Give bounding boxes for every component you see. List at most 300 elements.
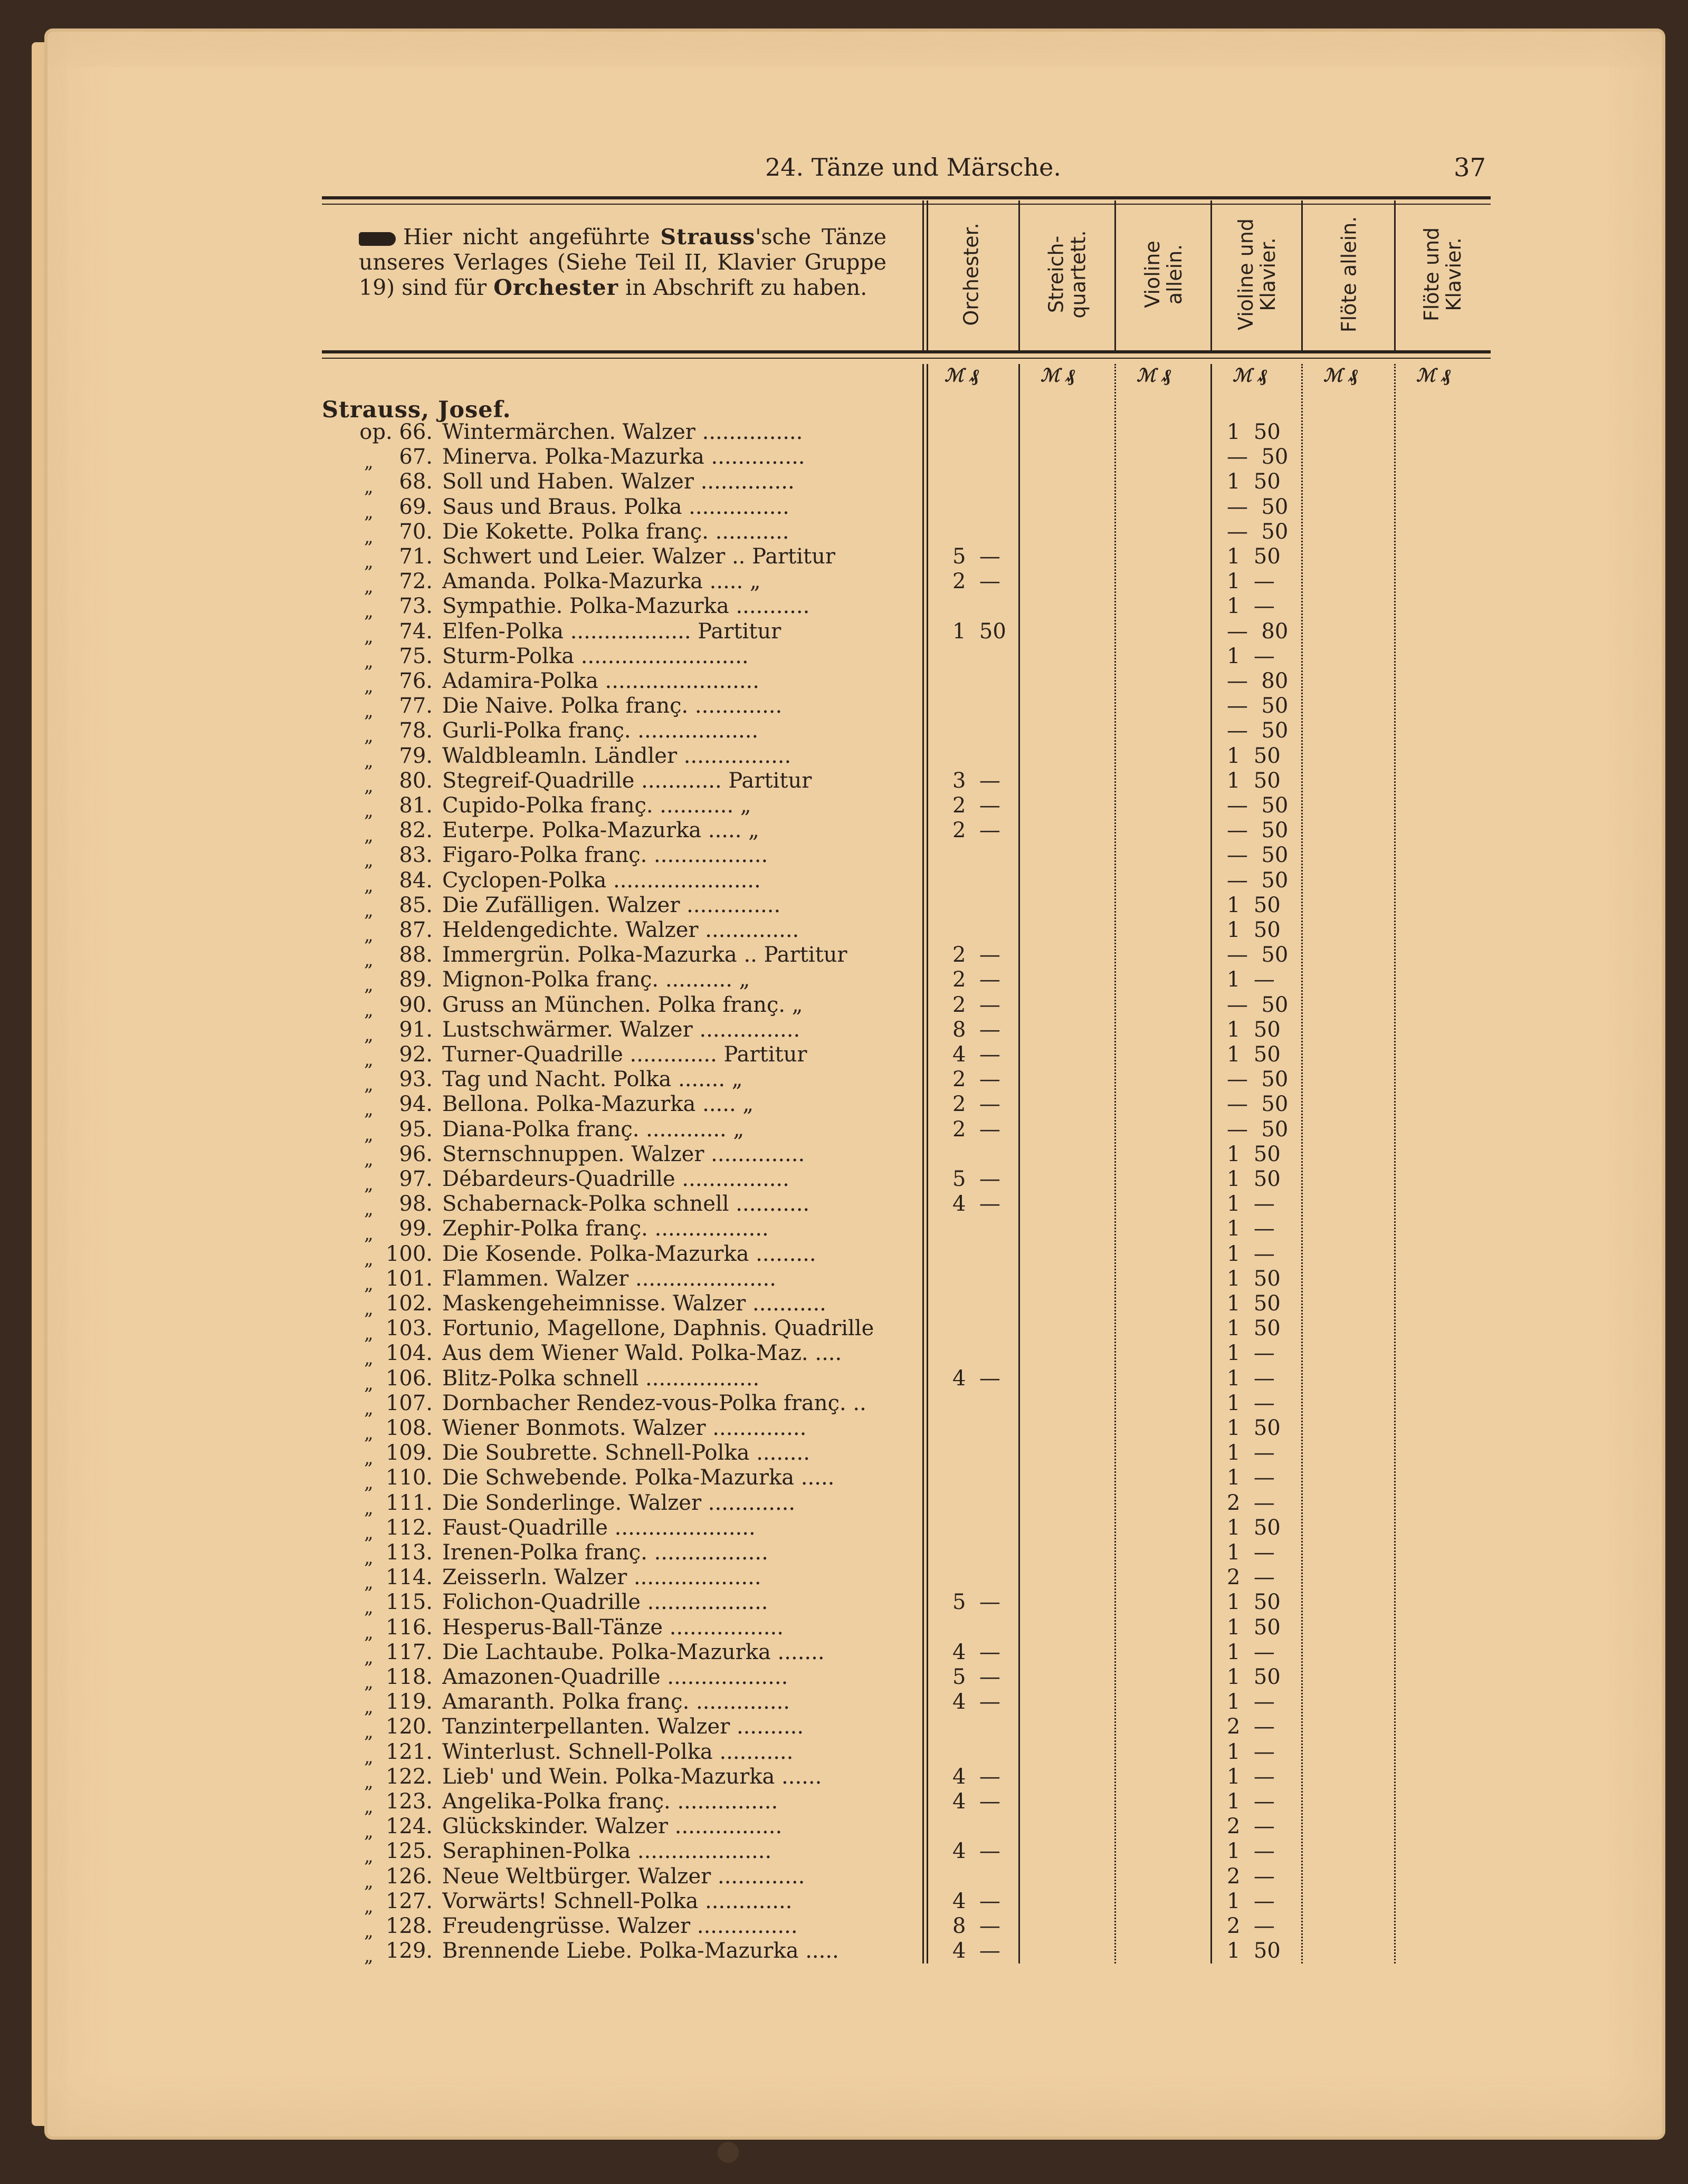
price-violine-klavier: 1 — — [1227, 1216, 1275, 1241]
column-divider-body — [922, 364, 924, 1963]
work-title: Amanda. Polka-Mazurka ..... „ — [442, 569, 761, 594]
column-divider-body — [1210, 364, 1212, 1963]
list-item — [0, 743, 1688, 772]
work-title: Sturm-Polka ......................... — [442, 644, 749, 668]
ditto-mark: „ — [364, 974, 374, 996]
ditto-mark: „ — [364, 650, 374, 672]
opus-number: 102. — [385, 1291, 433, 1316]
opus-number: 117. — [385, 1640, 433, 1664]
opus-number: 84. — [399, 868, 433, 893]
list-item — [0, 1017, 1688, 1046]
list-item — [0, 420, 1688, 445]
work-title: Wiener Bonmots. Walzer .............. — [442, 1416, 807, 1440]
note-text-3: in Abschrift zu haben. — [618, 275, 867, 300]
opus-number: 101. — [385, 1266, 433, 1291]
list-item — [0, 1192, 1688, 1220]
ditto-mark: „ — [364, 576, 374, 598]
price-violine-klavier: — 50 — [1227, 445, 1289, 470]
list-item — [0, 868, 1688, 896]
price-orchester: 2 — — [952, 1117, 1000, 1142]
opus-number: 103. — [385, 1316, 433, 1341]
opus-number: 100. — [385, 1241, 433, 1266]
price-violine-klavier: 1 — — [1227, 1540, 1275, 1565]
work-title: Immergrün. Polka-Mazurka .. Partitur — [442, 943, 847, 968]
opus-number: 127. — [385, 1889, 433, 1913]
price-orchester: 2 — — [952, 1067, 1000, 1092]
opus-number: 126. — [385, 1864, 433, 1889]
ditto-mark: „ — [364, 1323, 374, 1345]
work-title: Adamira-Polka ....................... — [442, 669, 759, 693]
opus-number: 90. — [399, 992, 433, 1017]
ditto-mark: „ — [364, 1124, 374, 1145]
column-divider — [927, 200, 928, 350]
ditto-mark: „ — [364, 1597, 374, 1618]
work-title: Zephir-Polka franç. ................. — [442, 1216, 769, 1241]
list-item — [0, 1789, 1688, 1817]
price-orchester: 2 — — [952, 992, 1000, 1017]
column-header-label: Violine und Klavier. — [1234, 218, 1280, 330]
price-orchester: 5 — — [952, 1590, 1000, 1615]
page-number: 37 — [1454, 153, 1486, 183]
list-item — [0, 1067, 1688, 1096]
work-title: Angelika-Polka franç. ............... — [442, 1789, 778, 1814]
price-orchester: 1 50 — [952, 619, 1006, 644]
opus-number: 76. — [399, 669, 433, 693]
list-item — [0, 445, 1688, 473]
price-violine-klavier: 1 50 — [1227, 743, 1281, 768]
list-item — [0, 1540, 1688, 1568]
price-violine-klavier: — 50 — [1227, 843, 1289, 868]
ditto-mark: „ — [364, 1099, 374, 1120]
price-violine-klavier: 1 50 — [1227, 1017, 1281, 1042]
ditto-mark: „ — [364, 701, 374, 722]
list-item — [0, 1690, 1688, 1718]
work-title: Die Zufälligen. Walzer .............. — [442, 893, 781, 917]
price-violine-klavier: 1 — — [1227, 1192, 1275, 1216]
opus-number: 128. — [385, 1914, 433, 1938]
work-title: Amaranth. Polka franç. .............. — [442, 1690, 790, 1714]
work-title: Waldbleamln. Ländler ................ — [442, 743, 791, 768]
ditto-mark: „ — [364, 1448, 374, 1469]
list-item — [0, 519, 1688, 548]
currency-mark: ℳ ₰ — [1416, 365, 1451, 386]
opus-number: 87. — [399, 918, 433, 942]
opus-number: 89. — [399, 968, 433, 992]
ditto-mark: „ — [364, 1348, 374, 1369]
list-item — [0, 1291, 1688, 1319]
opus-number: 106. — [385, 1366, 433, 1391]
opus-number: 96. — [399, 1142, 433, 1166]
price-orchester: 2 — — [952, 793, 1000, 818]
price-orchester: 4 — — [952, 1839, 1000, 1864]
ditto-mark: „ — [364, 950, 374, 971]
list-item — [0, 1665, 1688, 1693]
running-title: 24. Tänze und Märsche. — [765, 153, 1061, 181]
list-item — [0, 1416, 1688, 1444]
opus-number: 112. — [385, 1515, 433, 1540]
list-item — [0, 694, 1688, 722]
currency-mark: ℳ ₰ — [1137, 365, 1171, 386]
price-violine-klavier: 2 — — [1227, 1565, 1275, 1590]
price-violine-klavier: 2 — — [1227, 1914, 1275, 1938]
price-violine-klavier: 1 50 — [1227, 1665, 1281, 1689]
column-header — [1115, 200, 1212, 348]
price-violine-klavier: — 50 — [1227, 992, 1289, 1017]
list-item — [0, 1042, 1688, 1070]
price-violine-klavier: 1 50 — [1227, 1042, 1281, 1067]
ditto-mark: „ — [364, 551, 374, 572]
currency-mark: ℳ ₰ — [1323, 365, 1358, 386]
list-item — [0, 644, 1688, 672]
ditto-mark: „ — [364, 1472, 374, 1494]
column-divider-body — [1394, 364, 1396, 1963]
price-violine-klavier: — 50 — [1227, 494, 1289, 519]
list-item — [0, 1142, 1688, 1170]
ditto-mark: „ — [364, 1199, 374, 1220]
price-violine-klavier: — 80 — [1227, 669, 1289, 693]
column-header-label: Flöte und Klavier. — [1420, 227, 1466, 322]
work-title: Die Kosende. Polka-Mazurka ......... — [442, 1241, 816, 1266]
price-violine-klavier: — 50 — [1227, 694, 1289, 719]
work-title: Saus und Braus. Polka ............... — [442, 494, 789, 519]
work-title: Heldengedichte. Walzer .............. — [442, 918, 799, 942]
price-violine-klavier: — 50 — [1227, 943, 1289, 968]
opus-number: 119. — [385, 1690, 433, 1714]
list-item — [0, 1640, 1688, 1668]
column-divider — [1394, 200, 1396, 350]
price-violine-klavier: — 50 — [1227, 1117, 1289, 1142]
opus-number: 80. — [399, 768, 433, 793]
ditto-mark: „ — [364, 1074, 374, 1096]
list-item — [0, 893, 1688, 921]
currency-mark: ℳ ₰ — [1233, 365, 1267, 386]
work-title: Seraphinen-Polka .................... — [442, 1839, 772, 1864]
work-title: Winterlust. Schnell-Polka ........... — [442, 1739, 794, 1764]
ditto-mark: „ — [364, 800, 374, 821]
opus-number: 81. — [399, 793, 433, 818]
work-title: Faust-Quadrille ..................... — [442, 1515, 756, 1540]
work-title: Gruss an München. Polka franç. „ — [442, 992, 803, 1017]
work-title: Dornbacher Rendez-vous-Polka franç. .. — [442, 1391, 866, 1415]
list-item — [0, 1366, 1688, 1394]
work-title: Schabernack-Polka schnell ........... — [442, 1192, 810, 1216]
price-orchester: 2 — — [952, 569, 1000, 594]
ditto-mark: „ — [364, 676, 374, 697]
price-violine-klavier: 1 50 — [1227, 1939, 1281, 1963]
opus-number: 123. — [385, 1789, 433, 1814]
price-violine-klavier: 1 50 — [1227, 1615, 1281, 1640]
column-divider-body — [1114, 364, 1116, 1963]
price-violine-klavier: 1 50 — [1227, 1416, 1281, 1440]
price-violine-klavier: 1 50 — [1227, 470, 1281, 494]
work-title: Bellona. Polka-Mazurka ..... „ — [442, 1092, 754, 1117]
ditto-mark: „ — [364, 1572, 374, 1594]
price-violine-klavier: 1 50 — [1227, 544, 1281, 569]
column-header-label: Flöte allein. — [1337, 216, 1360, 333]
work-title: Sternschnuppen. Walzer .............. — [442, 1142, 805, 1166]
opus-number: 107. — [385, 1391, 433, 1415]
opus-number: 124. — [385, 1814, 433, 1839]
opus-number: 95. — [399, 1117, 433, 1142]
work-title: Mignon-Polka franç. .......... „ — [442, 968, 750, 992]
list-item — [0, 1241, 1688, 1270]
column-header-label: Streich- quartett. — [1045, 230, 1090, 319]
price-violine-klavier: 1 — — [1227, 1764, 1275, 1789]
opus-number: 75. — [399, 644, 433, 668]
work-title: Vorwärts! Schnell-Polka ............. — [442, 1889, 793, 1913]
ditto-mark: „ — [364, 1273, 374, 1295]
opus-number: 97. — [399, 1167, 433, 1191]
note-text-1: Hier nicht angeführte — [403, 224, 661, 250]
price-orchester: 4 — — [952, 1789, 1000, 1814]
price-violine-klavier: 1 — — [1227, 1640, 1275, 1664]
ditto-mark: „ — [364, 452, 374, 473]
price-violine-klavier: 1 — — [1227, 1241, 1275, 1266]
column-divider — [1018, 200, 1020, 350]
work-title: Lustschwärmer. Walzer ............... — [442, 1017, 800, 1042]
work-title: Die Kokette. Polka franç. ........... — [442, 519, 789, 544]
opus-number: 93. — [399, 1067, 433, 1092]
price-violine-klavier: 1 50 — [1227, 893, 1281, 917]
opus-number: 70. — [399, 519, 433, 544]
list-item — [0, 1814, 1688, 1843]
ditto-mark: „ — [364, 925, 374, 946]
work-title: Figaro-Polka franç. ................. — [442, 843, 768, 868]
work-title: Zeisserln. Walzer ................... — [442, 1565, 761, 1590]
work-title: Die Schwebende. Polka-Mazurka ..... — [442, 1465, 835, 1490]
ditto-mark: „ — [364, 1646, 374, 1668]
currency-mark: ℳ ₰ — [1041, 365, 1075, 386]
paper-stain — [718, 2142, 739, 2163]
list-item — [0, 1266, 1688, 1295]
opus-number: 92. — [399, 1042, 433, 1067]
work-title: Tanzinterpellanten. Walzer .......... — [442, 1714, 804, 1739]
list-item — [0, 818, 1688, 847]
note-strauss: Strauss — [660, 224, 756, 250]
work-title: Diana-Polka franç. ............ „ — [442, 1117, 745, 1142]
price-orchester: 5 — — [952, 1167, 1000, 1191]
list-item — [0, 1341, 1688, 1369]
ditto-mark: „ — [364, 825, 374, 847]
note-orchester: Orchester — [493, 275, 619, 300]
ditto-mark: „ — [364, 1721, 374, 1743]
list-item — [0, 968, 1688, 996]
header-rule — [322, 196, 1491, 199]
price-violine-klavier: 1 — — [1227, 1441, 1275, 1465]
ditto-mark: „ — [364, 1946, 374, 1967]
ditto-mark: „ — [364, 526, 374, 548]
ditto-mark: „ — [364, 1547, 374, 1568]
opus-number: 114. — [385, 1565, 433, 1590]
composer-heading: Strauss, Josef. — [322, 397, 511, 423]
price-orchester: 4 — — [952, 1939, 1000, 1963]
column-header-label: Orchester. — [960, 223, 983, 326]
price-violine-klavier: 2 — — [1227, 1714, 1275, 1739]
ditto-mark: „ — [364, 875, 374, 896]
list-item — [0, 768, 1688, 797]
opus-number: 129. — [385, 1939, 433, 1963]
column-header-rule — [322, 350, 1491, 353]
list-item — [0, 843, 1688, 871]
price-violine-klavier: 2 — — [1227, 1490, 1275, 1515]
opus-number: 73. — [399, 594, 433, 619]
ditto-mark: „ — [364, 1049, 374, 1070]
work-title: Die Naive. Polka franç. ............. — [442, 694, 783, 719]
work-title: Elfen-Polka .................. Partitur — [442, 619, 781, 644]
price-violine-klavier: 1 — — [1227, 1690, 1275, 1714]
work-title: Die Soubrette. Schnell-Polka ........ — [442, 1441, 810, 1465]
price-orchester: 2 — — [952, 943, 1000, 968]
opus-number: 111. — [385, 1490, 433, 1515]
ditto-mark: „ — [364, 750, 374, 772]
price-violine-klavier: — 80 — [1227, 619, 1289, 644]
price-violine-klavier: — 50 — [1227, 1092, 1289, 1117]
ditto-mark: „ — [364, 1423, 374, 1444]
opus-number: 72. — [399, 569, 433, 594]
opus-number: 85. — [399, 893, 433, 917]
column-divider — [1210, 200, 1212, 350]
price-orchester: 5 — — [952, 1665, 1000, 1689]
ditto-mark: „ — [364, 850, 374, 871]
work-title: Turner-Quadrille ............. Partitur — [442, 1042, 807, 1067]
opus-number: 110. — [385, 1465, 433, 1490]
column-header — [1212, 200, 1302, 348]
opus-number: 115. — [385, 1590, 433, 1615]
opus-number: 98. — [399, 1192, 433, 1216]
price-violine-klavier: 1 50 — [1227, 1167, 1281, 1191]
column-header — [1395, 200, 1491, 348]
opus-number: 83. — [399, 843, 433, 868]
opus-number: 78. — [399, 719, 433, 743]
price-orchester: 4 — — [952, 1640, 1000, 1664]
list-item — [0, 1490, 1688, 1519]
price-orchester: 4 — — [952, 1690, 1000, 1714]
column-divider-body — [1018, 364, 1020, 1963]
opus-number: 74. — [399, 619, 433, 644]
list-item — [0, 1889, 1688, 1917]
list-item — [0, 1117, 1688, 1145]
list-item — [0, 470, 1688, 498]
price-violine-klavier: 1 50 — [1227, 1590, 1281, 1615]
work-title: Gurli-Polka franç. .................. — [442, 719, 759, 743]
price-orchester: 4 — — [952, 1366, 1000, 1391]
opus-number: 120. — [385, 1714, 433, 1739]
work-title: Stegreif-Quadrille ............ Partitur — [442, 768, 812, 793]
ditto-mark: „ — [364, 775, 374, 797]
list-item — [0, 719, 1688, 747]
price-orchester: 4 — — [952, 1764, 1000, 1789]
list-item — [0, 918, 1688, 946]
opus-number: 99. — [399, 1216, 433, 1241]
list-item — [0, 1565, 1688, 1594]
ditto-mark: „ — [364, 1298, 374, 1319]
ditto-mark: „ — [364, 1248, 374, 1270]
list-item — [0, 1216, 1688, 1245]
work-title: Neue Weltbürger. Walzer ............. — [442, 1864, 805, 1889]
price-violine-klavier: 1 — — [1227, 594, 1275, 619]
ditto-mark: „ — [364, 1895, 374, 1917]
list-item — [0, 594, 1688, 622]
list-item — [0, 992, 1688, 1021]
price-violine-klavier: 1 50 — [1227, 1316, 1281, 1341]
opus-number: 116. — [385, 1615, 433, 1640]
price-violine-klavier: 1 — — [1227, 1839, 1275, 1864]
price-violine-klavier: 1 — — [1227, 569, 1275, 594]
ditto-mark: „ — [364, 1397, 374, 1419]
ditto-mark: „ — [364, 626, 374, 647]
opus-number: op. 66. — [359, 420, 433, 444]
list-item — [0, 1092, 1688, 1120]
price-violine-klavier: 1 — — [1227, 1889, 1275, 1913]
price-violine-klavier: 1 — — [1227, 1739, 1275, 1764]
price-violine-klavier: 1 50 — [1227, 1266, 1281, 1291]
price-orchester: 3 — — [952, 768, 1000, 793]
work-title: Glückskinder. Walzer ................ — [442, 1814, 783, 1839]
price-violine-klavier: — 50 — [1227, 868, 1289, 893]
ditto-mark: „ — [364, 1846, 374, 1867]
note-text-2: 'sche Tänze unseres Verlages (Siehe Teil II, Klavier Gruppe 19) sind für — [359, 224, 886, 300]
opus-number: 68. — [399, 470, 433, 494]
ditto-mark: „ — [364, 1796, 374, 1817]
column-divider-body — [927, 364, 928, 1963]
list-item — [0, 793, 1688, 821]
work-title: Freudengrüsse. Walzer ............... — [442, 1914, 798, 1938]
opus-number: 77. — [399, 694, 433, 719]
ditto-mark: „ — [364, 1497, 374, 1519]
work-title: Folichon-Quadrille .................. — [442, 1590, 768, 1615]
list-item — [0, 1914, 1688, 1942]
price-violine-klavier: 1 50 — [1227, 768, 1281, 793]
ditto-mark: „ — [364, 899, 374, 921]
work-title: Fortunio, Magellone, Daphnis. Quadrille — [442, 1316, 874, 1341]
column-divider — [1301, 200, 1303, 350]
price-violine-klavier: — 50 — [1227, 519, 1289, 544]
opus-number: 79. — [399, 743, 433, 768]
price-orchester: 5 — — [952, 544, 1000, 569]
price-violine-klavier: 1 — — [1227, 644, 1275, 668]
ditto-mark: „ — [364, 1174, 374, 1195]
ditto-mark: „ — [364, 1024, 374, 1046]
price-violine-klavier: 2 — — [1227, 1864, 1275, 1889]
ditto-mark: „ — [364, 1771, 374, 1793]
list-item — [0, 1864, 1688, 1892]
list-item — [0, 1441, 1688, 1469]
list-item — [0, 1515, 1688, 1544]
work-title: Lieb' und Wein. Polka-Mazurka ...... — [442, 1764, 822, 1789]
column-divider — [1114, 200, 1116, 350]
price-violine-klavier: 1 — — [1227, 1366, 1275, 1391]
price-violine-klavier: 1 50 — [1227, 1142, 1281, 1166]
list-item — [0, 943, 1688, 971]
column-divider-body — [1301, 364, 1303, 1963]
work-title: Irenen-Polka franç. ................. — [442, 1540, 768, 1565]
pointing-hand-icon — [359, 232, 396, 246]
opus-number: 91. — [399, 1017, 433, 1042]
opus-number: 94. — [399, 1092, 433, 1117]
work-title: Aus dem Wiener Wald. Polka-Maz. .... — [442, 1341, 842, 1366]
ditto-mark: „ — [364, 1871, 374, 1892]
ditto-mark: „ — [364, 1373, 374, 1394]
opus-number: 71. — [399, 544, 433, 569]
price-orchester: 2 — — [952, 968, 1000, 992]
list-item — [0, 1316, 1688, 1345]
price-violine-klavier: — 50 — [1227, 793, 1289, 818]
price-violine-klavier: 1 50 — [1227, 420, 1281, 444]
price-violine-klavier: 1 — — [1227, 1391, 1275, 1415]
price-violine-klavier: — 50 — [1227, 1067, 1289, 1092]
list-item — [0, 1939, 1688, 1967]
column-header-rule-thin — [322, 358, 1491, 359]
